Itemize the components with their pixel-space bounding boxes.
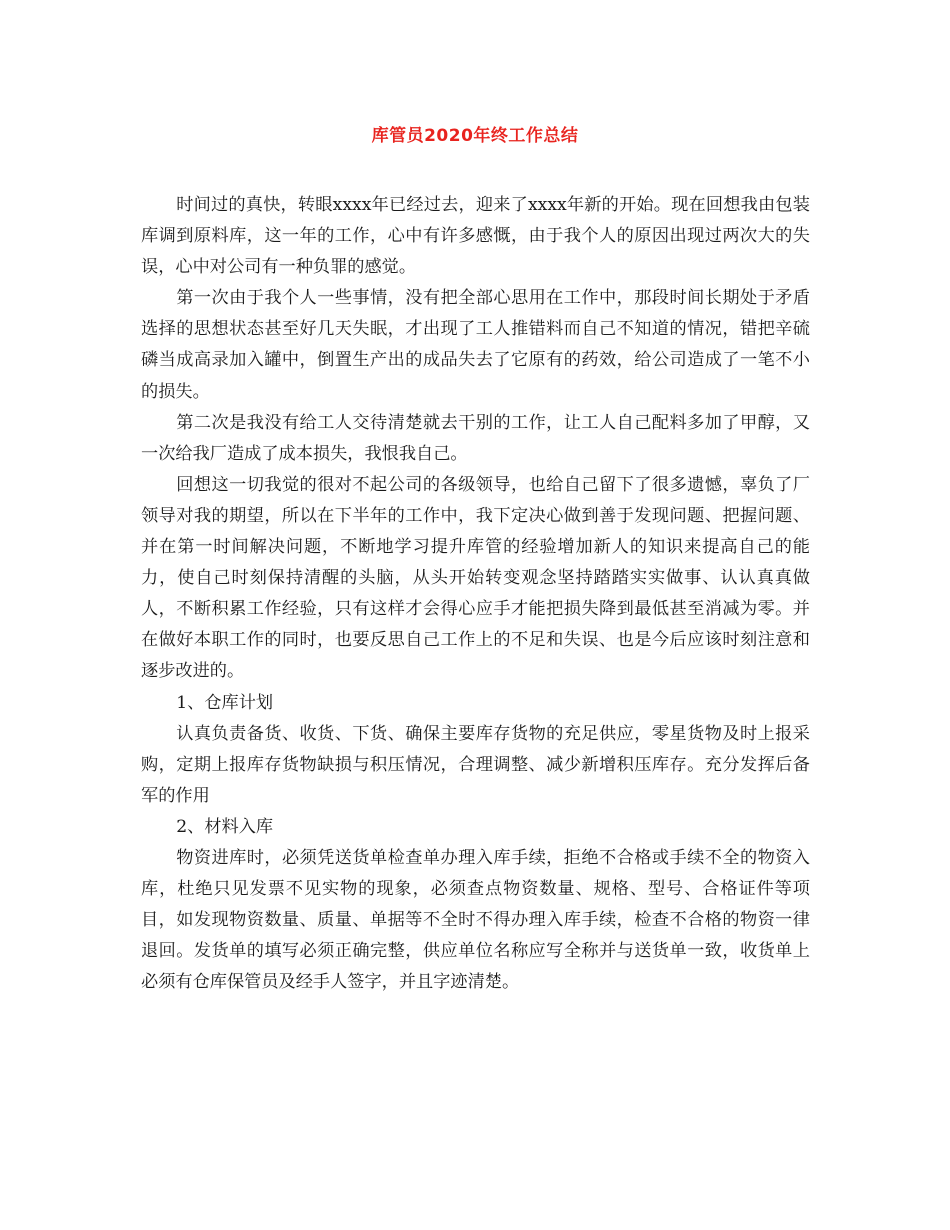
paragraph-first-mistake: 第一次由于我个人一些事情，没有把全部心思用在工作中，那段时间长期处于矛盾选择的思想状态甚至好几天失眠，才出现了工人推错料而自己不知道的情况，错把辛硫磷当成高录加入罐中，倒置生产出的成品失去了它原有的药效，给公司造成了一笔不小的损失。 — [141, 288, 810, 402]
document-body — [141, 163, 810, 998]
paragraph-reflection: 回想这一切我觉的很对不起公司的各级领导，也给自己留下了很多遗憾，辜负了厂领导对我的期望，所以在下半年的工作中，我下定决心做到善于发现问题、把握问题、并在第一时间解决问题，不断地学习提升库管的经验增加新人的知识来提高自己的能力，使自己时刻保持清醒的头脑，从头开始转变观念坚持踏踏实实做事、认认真真做人，不断积累工作经验，只有这样才会得心应手才能把损失降到最低甚至消减为零。并在做好本职工作的同时，也要反思自己工作上的不足和失误、也是今后应该时刻注意和逐步改进的。 — [141, 474, 810, 682]
paragraph-warehouse-plan: 认真负责备货、收货、下货、确保主要库存货物的充足供应，零星货物及时上报采购，定期上报库存货物缺损与积压情况，合理调整、减少新增积压库存。充分发挥后备军的作用 — [141, 723, 810, 806]
paragraph-intro: 时间过的真快，转眼xxxx年已经过去，迎来了xxxx年新的开始。现在回想我由包装库调到原料库，这一年的工作，心中有许多感慨，由于我个人的原因出现过两次大的失误，心中对公司有一种负罪的感觉。 — [141, 195, 810, 278]
paragraph-material-inbound: 物资进库时，必须凭送货单检查单办理入库手续，拒绝不合格或手续不全的物资入库，杜绝只见发票不见实物的现象，必须查点物资数量、规格、型号、合格证件等项目，如发现物资数量、质量、单据等不全时不得办理入库手续，检查不合格的物资一律退回。发货单的填写必须正确完整，供应单位名称应写全称并与送货单一致，收货单上必须有仓库保管员及经手人签字，并且字迹清楚。 — [141, 847, 810, 993]
paragraph-second-mistake: 第二次是我没有给工人交待清楚就去干别的工作，让工人自己配料多加了甲醇，又一次给我厂造成了成本损失，我恨我自己。 — [141, 412, 810, 464]
document-title: 库管员2020年终工作总结 — [371, 126, 579, 146]
section-heading-warehouse-plan: 1、仓库计划 — [176, 692, 274, 713]
section-heading-material-inbound: 2、材料入库 — [176, 816, 274, 837]
